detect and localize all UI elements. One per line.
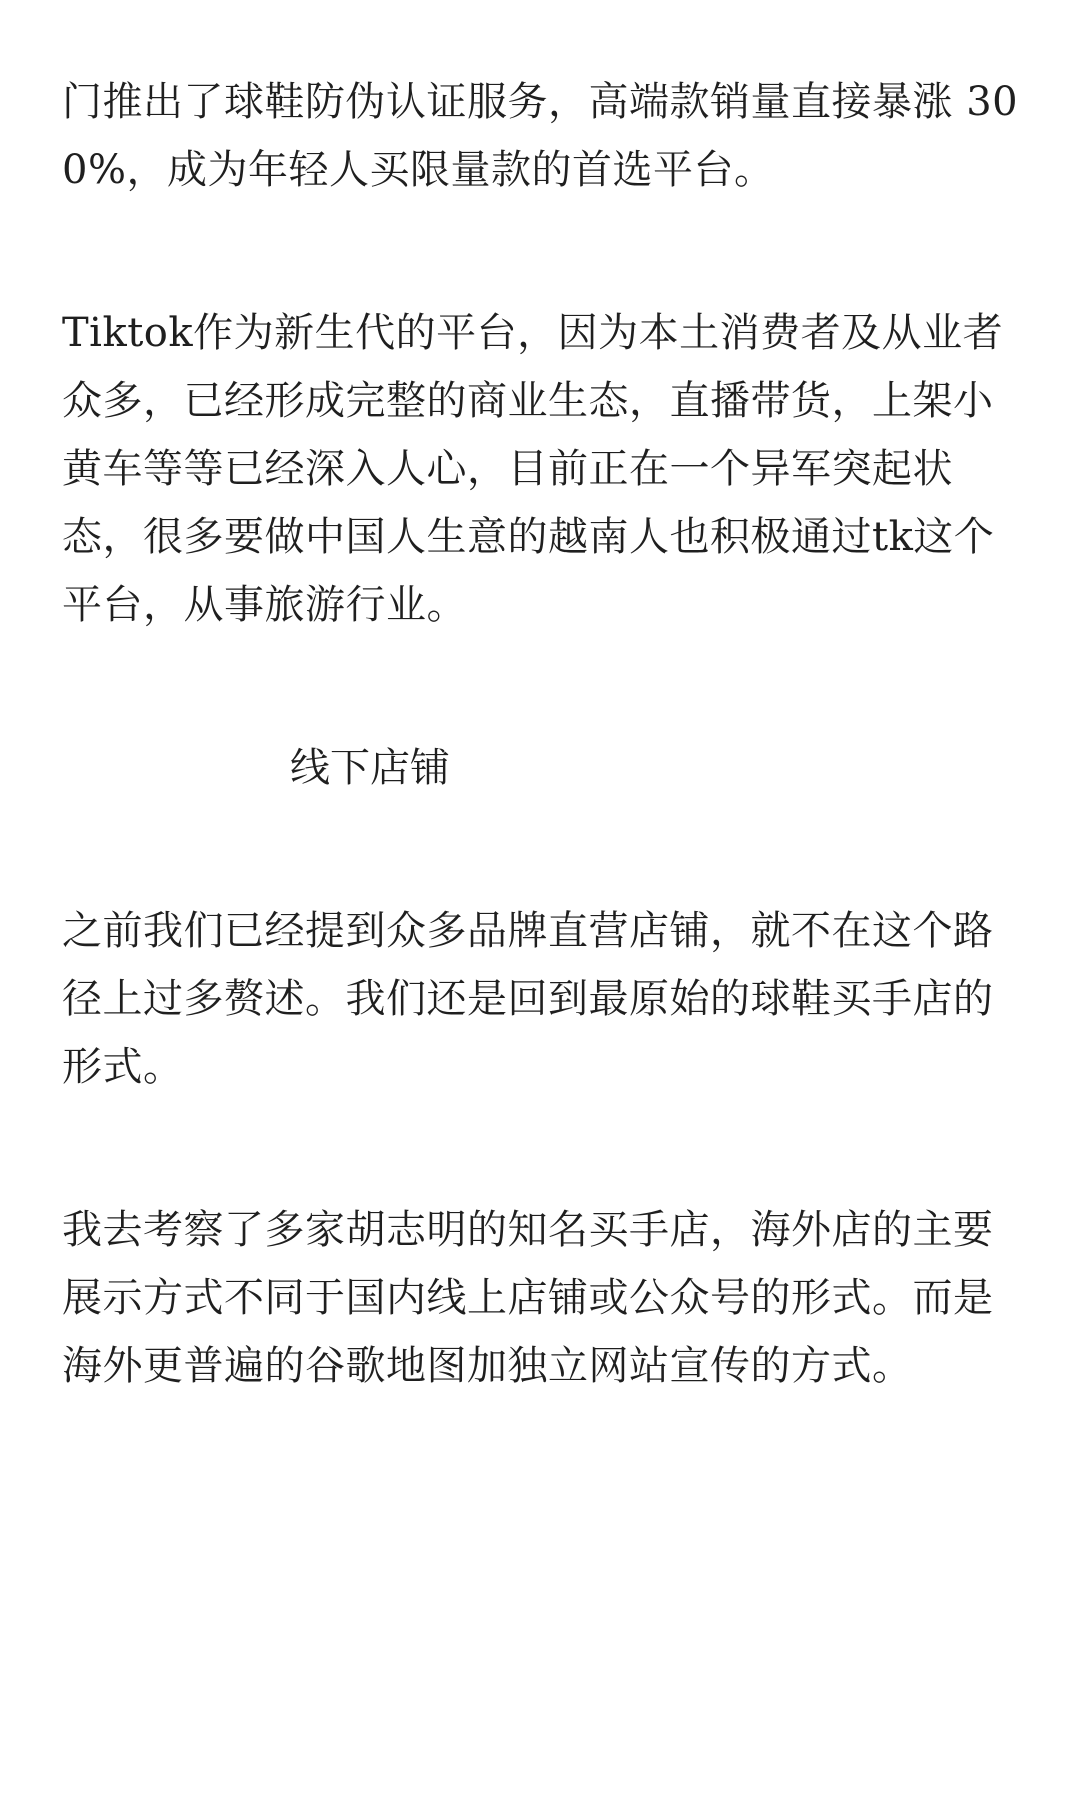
paragraph-spacer	[62, 639, 1028, 734]
paragraph-spacer	[62, 204, 1028, 299]
paragraph-spacer	[62, 802, 1028, 897]
article-body	[62, 68, 1028, 1400]
section-heading: 线下店铺	[290, 745, 450, 791]
paragraph-authentication: 门推出了球鞋防伪认证服务，高端款销量直接暴涨 300%，成为年轻人买限量款的首选平台。	[62, 79, 1019, 193]
paragraph-buyer-shops: 我去考察了多家胡志明的知名买手店，海外店的主要展示方式不同于国内线上店铺或公众号的形式。而是海外更普遍的谷歌地图加独立网站宣传的方式。	[62, 1207, 994, 1389]
paragraph-tiktok: Tiktok作为新生代的平台，因为本土消费者及从业者众多，已经形成完整的商业生态，直播带货，上架小黄车等等已经深入人心，目前正在一个异军突起状态，很多要做中国人生意的越南人也积极通过tk这个平台，从事旅游行业。	[62, 310, 1004, 628]
paragraph-direct-stores: 之前我们已经提到众多品牌直营店铺，就不在这个路径上过多赘述。我们还是回到最原始的球鞋买手店的形式。	[62, 908, 994, 1090]
paragraph-spacer	[62, 1101, 1028, 1196]
